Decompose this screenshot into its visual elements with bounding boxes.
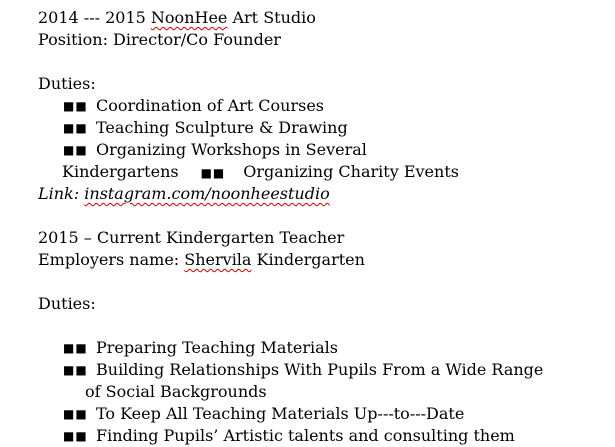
job2-duty-text: Preparing Teaching Materials	[96, 338, 338, 357]
resume-document	[38, 7, 608, 447]
job1-duty-text: Teaching Sculpture & Drawing	[96, 118, 348, 137]
job2-duty-text: To Keep All Teaching Materials Up---to---Date	[96, 404, 465, 423]
job2-duty-text: Building Relationships With Pupils From a Wide Range	[96, 360, 544, 379]
job1-position: Position: Director/Co Founder	[38, 30, 281, 49]
bullet-icon: ■■	[63, 363, 88, 377]
spacer	[38, 51, 608, 73]
spacer	[38, 205, 608, 227]
list-item	[38, 95, 608, 117]
bullet-icon: ■■	[200, 166, 226, 180]
employer-name: Shervila	[184, 250, 252, 269]
job1-company-name: NoonHee	[150, 8, 228, 27]
instagram-link[interactable]: instagram.com/noonheestudio	[84, 184, 330, 203]
job1-duty-text: Coordination of Art Courses	[96, 96, 325, 115]
bullet-icon: ■■	[63, 121, 88, 135]
job2-employer	[38, 249, 608, 271]
job1-heading	[38, 7, 608, 29]
job1-heading-dates: 2014 --- 2015	[38, 8, 151, 27]
job1-duty-text: Organizing Workshops in Several	[96, 140, 367, 159]
job1-continuation	[62, 161, 459, 184]
job2-duties-label: Duties:	[38, 294, 96, 313]
job2-heading: 2015 – Current Kindergarten Teacher	[38, 228, 345, 247]
bullet-icon: ■■	[63, 143, 88, 157]
list-continuation	[38, 381, 608, 403]
list-continuation	[38, 161, 608, 183]
spacer	[38, 271, 608, 293]
spacer	[38, 315, 608, 337]
job2-duty-text: Finding Pupils’ Artistic talents and consulting them	[96, 426, 515, 445]
list-item	[38, 337, 608, 359]
job1-link	[38, 183, 608, 205]
list-item	[38, 359, 608, 381]
job2-continuation-text: of Social Backgrounds	[85, 382, 267, 401]
employer-suffix: Kindergarten	[251, 250, 365, 269]
list-item	[38, 117, 608, 139]
list-item	[38, 403, 608, 425]
bullet-icon: ■■	[63, 99, 88, 113]
bullet-icon: ■■	[63, 429, 88, 443]
bullet-icon: ■■	[63, 407, 88, 421]
link-label: Link:	[38, 184, 85, 203]
employer-label: Employers name:	[38, 250, 185, 269]
job1-duties-label: Duties:	[38, 74, 96, 93]
bullet-icon: ■■	[63, 341, 88, 355]
job1-heading-suffix: Art Studio	[227, 8, 316, 27]
job1-continuation-text: Kindergartens	[62, 162, 179, 181]
list-item	[38, 139, 608, 161]
job1-duty-text: Organizing Charity Events	[243, 162, 459, 181]
